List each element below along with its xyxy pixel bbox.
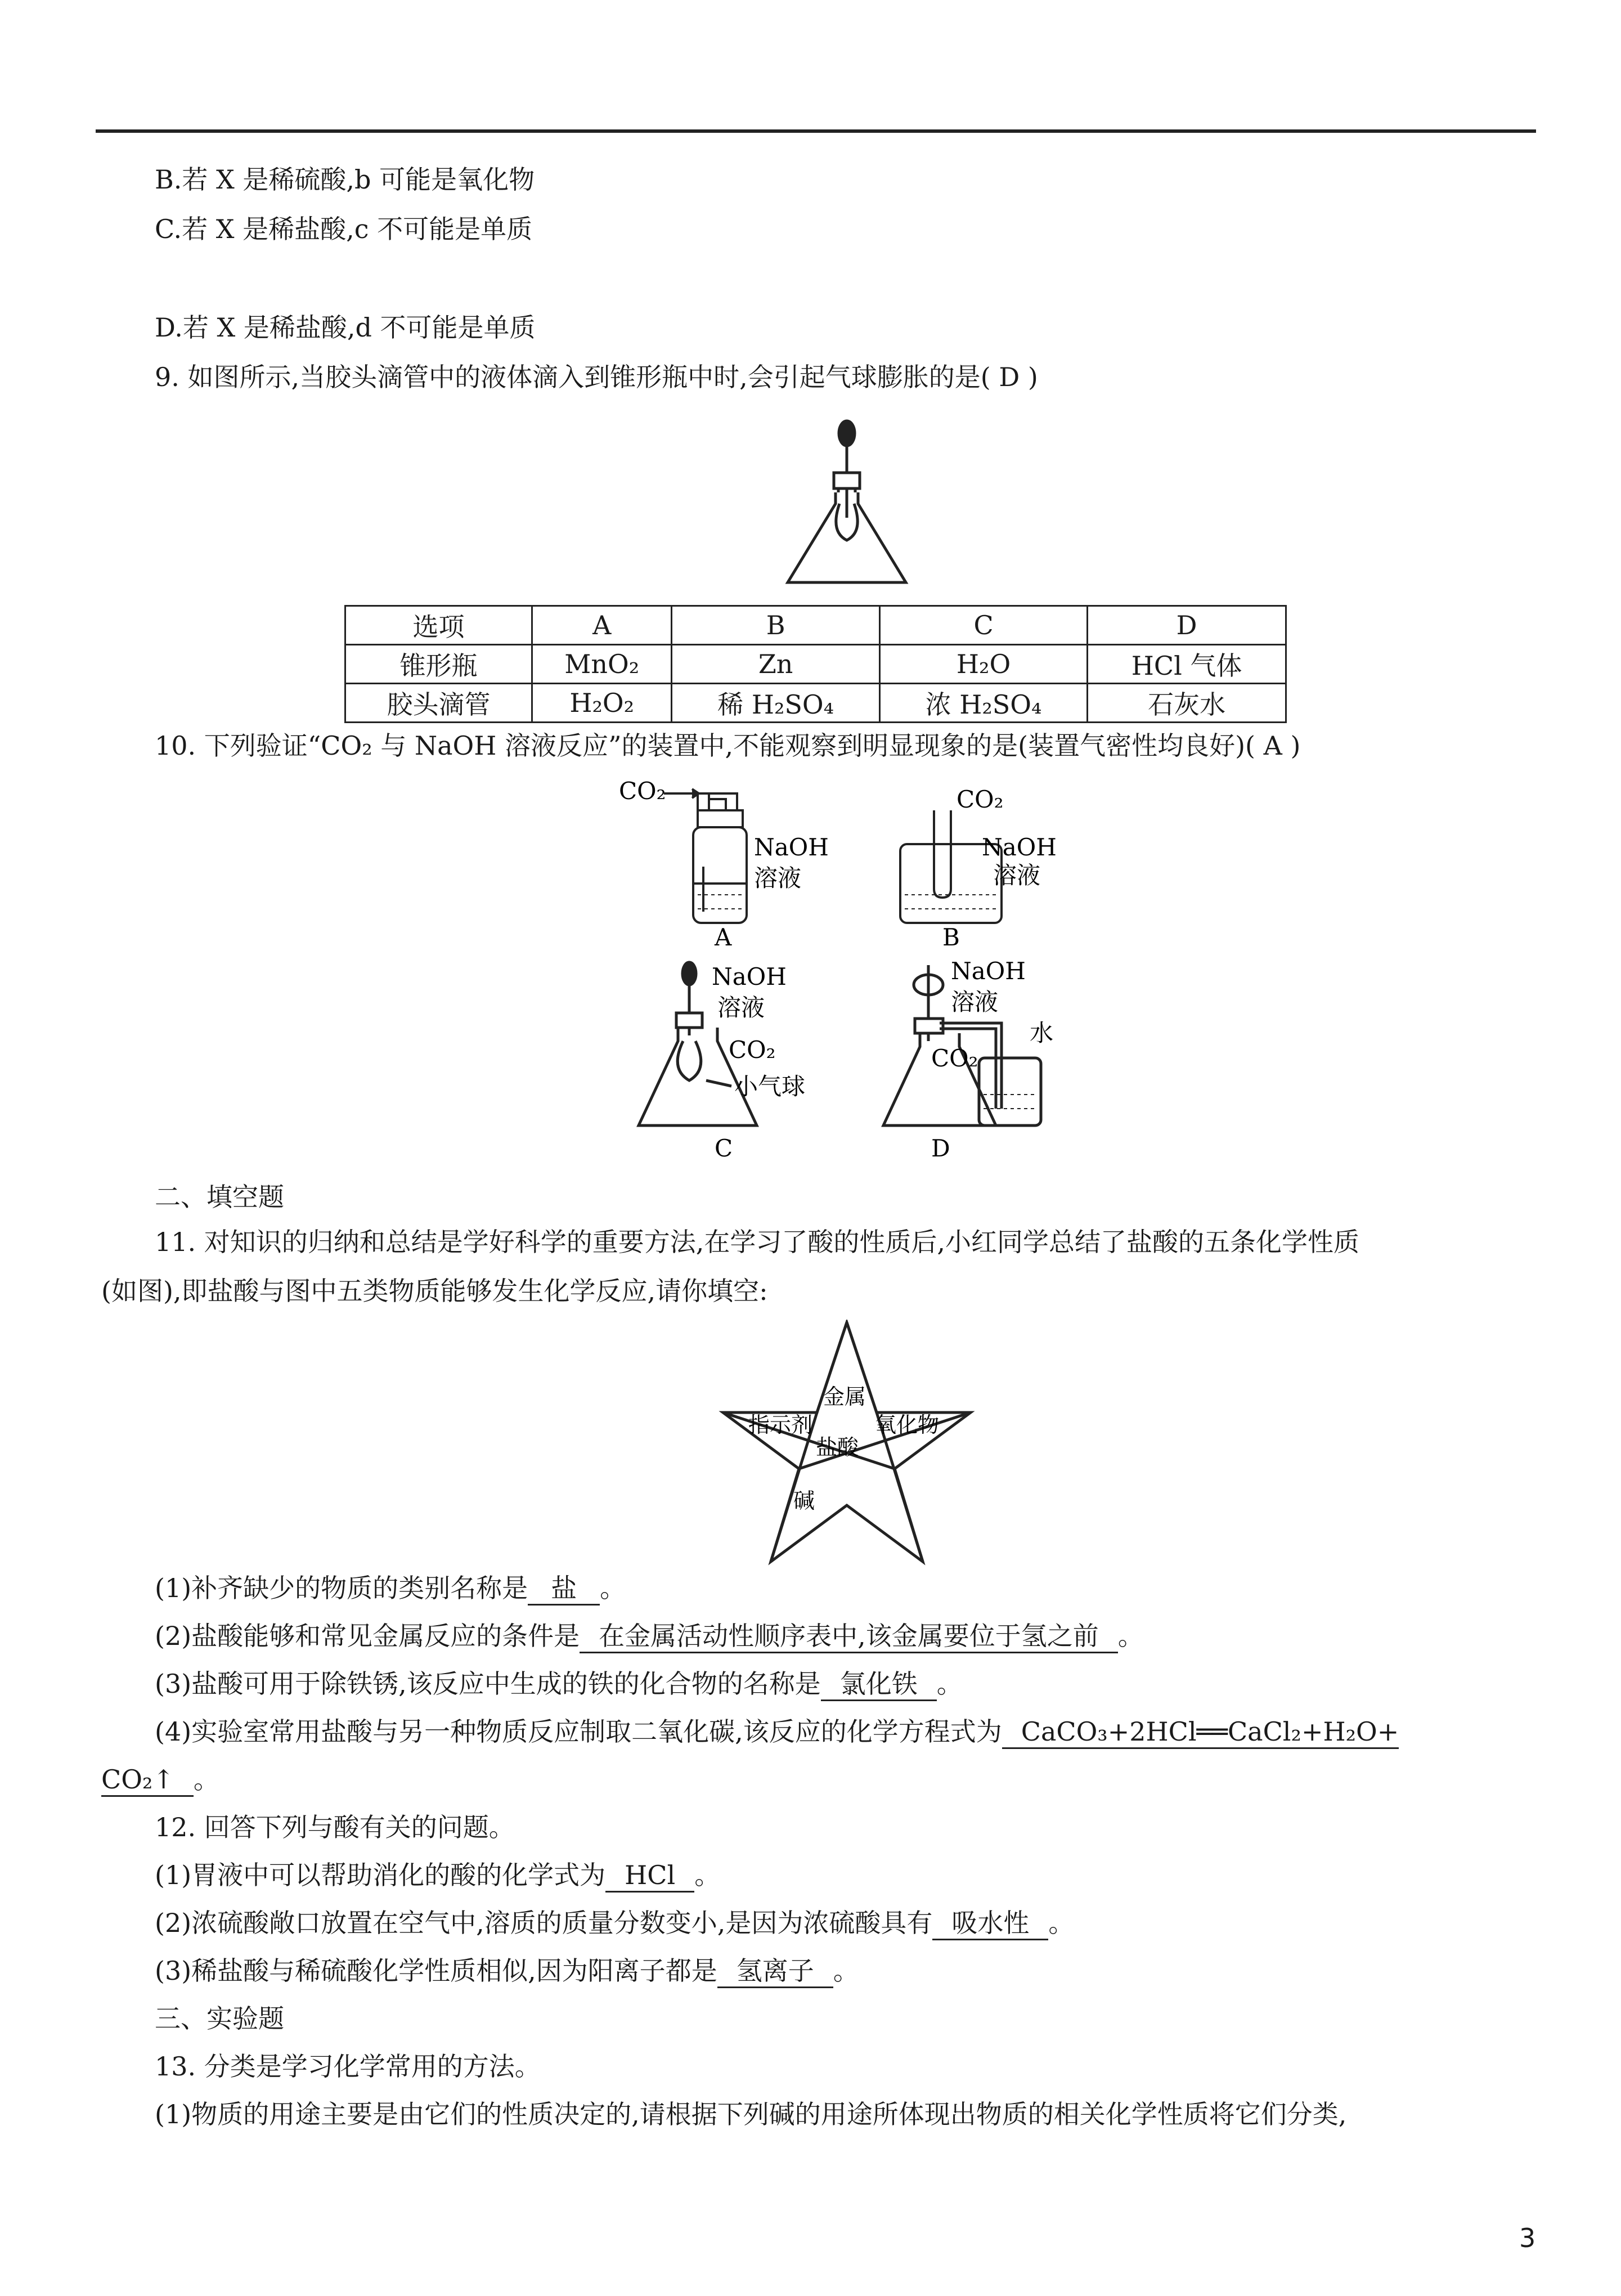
punct: 。 (1117, 1621, 1144, 1651)
apparatus-b-label: B (942, 923, 960, 951)
table-cell: H₂O₂ (532, 684, 672, 723)
water-label: 水 (1030, 1019, 1054, 1047)
co2-label: CO₂ (729, 1036, 776, 1064)
punct: 。 (694, 1860, 721, 1890)
naoh-label: NaOH (754, 833, 829, 861)
question-9: 9. 如图所示,当胶头滴管中的液体滴入到锥形瓶中时,会引起气球膨胀的是( D ) (155, 362, 1038, 392)
answer-blank: HCl (605, 1860, 694, 1893)
naoh-label: NaOH (712, 963, 787, 990)
apparatus-c (636, 957, 872, 1171)
answer-blank: CO₂↑ (101, 1764, 194, 1797)
table-cell: 浓 H₂SO₄ (879, 684, 1087, 723)
page-number: 3 (1519, 2223, 1536, 2253)
star-acid: 盐酸 (816, 1435, 859, 1460)
table-row (345, 684, 1286, 723)
section-fill-in: 二、填空题 (155, 1182, 284, 1212)
apparatus-a (619, 777, 833, 951)
q11-part2 (155, 1621, 1144, 1653)
q12-part2 (155, 1908, 1074, 1940)
punct: 。 (600, 1573, 626, 1603)
table-cell: MnO₂ (532, 645, 672, 684)
options-table (344, 605, 1287, 723)
solution-label: 溶液 (717, 994, 765, 1021)
table-cell: D (1088, 606, 1286, 645)
question-11-line1: 11. 对知识的归纳和总结是学好科学的重要方法,在学习了酸的性质后,小红同学总结了盐酸的五条化学性质 (155, 1227, 1360, 1257)
table-cell: C (879, 606, 1087, 645)
answer-blank: CaCO₃+2HCl══CaCl₂+H₂O+ (1002, 1716, 1399, 1749)
punct: 。 (193, 1764, 219, 1795)
q12-part3 (155, 1956, 859, 1988)
table-cell: Zn (672, 645, 879, 684)
q12-part1 (155, 1860, 720, 1893)
prompt: (3)稀盐酸与稀硫酸化学性质相似,因为阳离子都是 (155, 1956, 717, 1986)
star-base: 碱 (793, 1488, 815, 1513)
apparatus-d-label: D (931, 1134, 950, 1162)
section-experiment: 三、实验题 (155, 2003, 284, 2034)
naoh-label: NaOH (951, 957, 1026, 985)
punct: 。 (1048, 1908, 1075, 1938)
prompt: (2)浓硫酸敞口放置在空气中,溶质的质量分数变小,是因为浓硫酸具有 (155, 1908, 933, 1938)
solution-label: 溶液 (951, 988, 999, 1016)
answer-blank: 在金属活动性顺序表中,该金属要位于氢之前 (580, 1621, 1118, 1653)
table-cell: HCl 气体 (1088, 645, 1286, 684)
prompt: (4)实验室常用盐酸与另一种物质反应制取二氧化碳,该反应的化学方程式为 (155, 1716, 1002, 1747)
table-cell: 锥形瓶 (345, 645, 532, 684)
star-metal: 金属 (823, 1384, 866, 1409)
table-cell: 选项 (345, 606, 532, 645)
question-10: 10. 下列验证“CO₂ 与 NaOH 溶液反应”的装置中,不能观察到明显现象的是(装置气密性均良好)( A ) (155, 730, 1301, 761)
table-cell: 稀 H₂SO₄ (672, 684, 879, 723)
answer-blank: 盐 (528, 1573, 600, 1606)
question-12: 12. 回答下列与酸有关的问题。 (155, 1812, 515, 1842)
answer-blank: 吸水性 (932, 1908, 1048, 1940)
table-cell: H₂O (879, 645, 1087, 684)
prompt: (2)盐酸能够和常见金属反应的条件是 (155, 1621, 580, 1651)
co2-label: CO₂ (619, 777, 666, 805)
q11-part1 (155, 1573, 626, 1606)
apparatus-b (889, 777, 1103, 951)
solution-label: 溶液 (754, 864, 802, 892)
table-cell: 石灰水 (1088, 684, 1286, 723)
answer-blank: 氢离子 (717, 1956, 833, 1988)
acid-properties-star (717, 1320, 976, 1567)
table-cell: A (532, 606, 672, 645)
apparatus-d (878, 957, 1103, 1171)
question-11-line2: (如图),即盐酸与图中五类物质能够发生化学反应,请你填空: (101, 1276, 768, 1306)
option-b: B.若 X 是稀硫酸,b 可能是氧化物 (155, 164, 535, 195)
option-c: C.若 X 是稀盐酸,c 不可能是单质 (155, 214, 533, 244)
q13-part1: (1)物质的用途主要是由它们的性质决定的,请根据下列碱的用途所体现出物质的相关化学性质将它们分类, (155, 2099, 1347, 2129)
answer-blank: 氯化铁 (821, 1669, 937, 1701)
punct: 。 (833, 1956, 859, 1986)
option-d: D.若 X 是稀盐酸,d 不可能是单质 (155, 312, 536, 343)
star-oxide: 氧化物 (875, 1412, 940, 1437)
punct: 。 (936, 1669, 963, 1699)
apparatus-a-label: A (715, 923, 732, 951)
solution-label: 溶液 (993, 862, 1041, 889)
q11-part4-cont (101, 1764, 219, 1797)
prompt: (1)补齐缺少的物质的类别名称是 (155, 1573, 528, 1603)
header-rule (96, 129, 1536, 133)
table-row (345, 606, 1286, 645)
q11-part4 (155, 1716, 1399, 1749)
star-indicator: 指示剂 (748, 1412, 813, 1437)
co2-label: CO₂ (957, 786, 1004, 813)
q11-part3 (155, 1669, 963, 1701)
question-13: 13. 分类是学习化学常用的方法。 (155, 2051, 541, 2082)
table-cell: B (672, 606, 879, 645)
flask-dropper-figure (776, 419, 917, 594)
prompt: (1)胃液中可以帮助消化的酸的化学式为 (155, 1860, 606, 1890)
prompt: (3)盐酸可用于除铁锈,该反应中生成的铁的化合物的名称是 (155, 1669, 821, 1699)
apparatus-c-label: C (715, 1134, 733, 1162)
table-cell: 胶头滴管 (345, 684, 532, 723)
table-row (345, 645, 1286, 684)
balloon-label: 小气球 (734, 1073, 806, 1100)
naoh-label: NaOH (982, 833, 1057, 861)
co2-label: CO₂ (931, 1044, 978, 1072)
